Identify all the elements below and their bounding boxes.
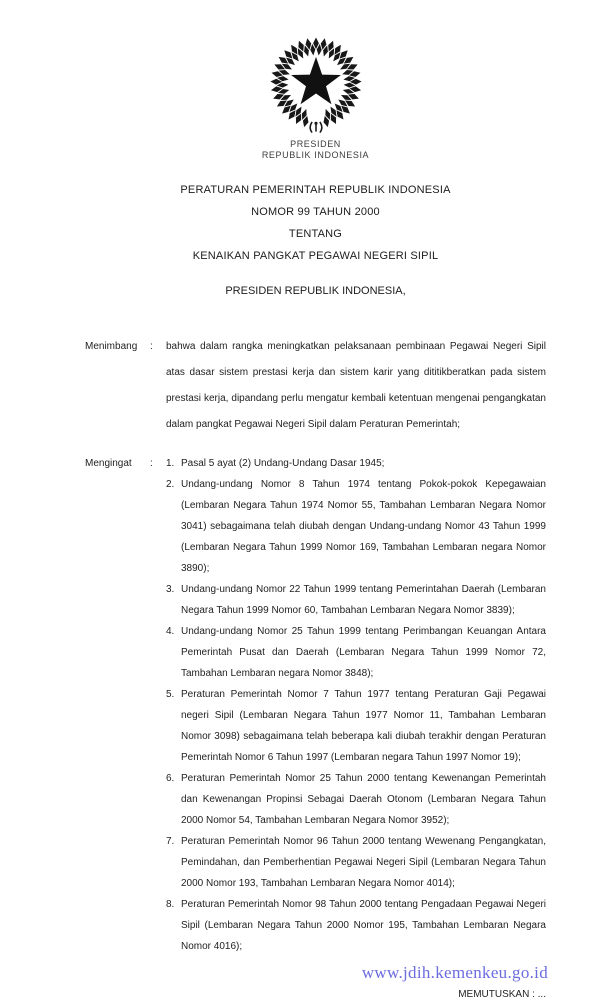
mengingat-item xyxy=(166,474,546,579)
item-number: 7. xyxy=(166,836,175,847)
item-number: 6. xyxy=(166,773,175,784)
menimbang-section xyxy=(85,334,546,438)
item-text: Undang-undang Nomor 22 Tahun 1999 tentang Pemerintahan Daerah (Lembaran Negara Tahun 1999 Nomor 60, Tambahan Lembaran Negara Nomor 3839); xyxy=(181,584,546,616)
star-wreath-emblem-icon xyxy=(250,34,382,136)
letterhead xyxy=(85,139,546,161)
star-icon xyxy=(291,57,341,104)
item-number: 8. xyxy=(166,899,175,910)
mengingat-item xyxy=(166,453,546,474)
menimbang-text: bahwa dalam rangka meningkatkan pelaksanaan pembinaan Pegawai Negeri Sipil atas dasar sistem prestasi kerja dan sistem karir yang dititikberatkan pada sistem prestasi kerja, dipandang perlu mengatur kembali ketentuan mengenai pengangkatan dalam pangkat Pegawai Negeri Sipil dalam Peraturan Pemerintah; xyxy=(166,341,546,430)
item-number: 3. xyxy=(166,584,175,595)
mengingat-list xyxy=(166,453,546,957)
mengingat-item xyxy=(166,579,546,621)
item-text: Peraturan Pemerintah Nomor 7 Tahun 1977 tentang Peraturan Gaji Pegawai negeri Sipil (Lembaran Negara Tahun 1977 Nomor 11, Tambahan Lembaran Nomor 3098) sebagaimana telah beberapa kali diubah terakhir dengan Peraturan Pemerintah Nomor 6 Tahun 1997 (Lembaran negara Tahun 1997 Nomor 19); xyxy=(181,689,546,763)
mengingat-item xyxy=(166,621,546,684)
wreath-bow-icon xyxy=(310,122,322,133)
footer-link[interactable]: www.jdih.kemenkeu.go.id xyxy=(361,963,548,982)
item-number: 2. xyxy=(166,479,175,490)
letterhead-presiden: PRESIDEN xyxy=(290,139,341,149)
item-text: Undang-undang Nomor 8 Tahun 1974 tentang Pokok-pokok Kepegawaian (Lembaran Negara Tahun 1974 Nomor 55, Tambahan Lembaran Negara Nomor 3041) sebagaimana telah diubah dengan Undang-undang Nomor 43 Tahun 1999 (Lembaran Negara Tahun 1999 Nomor 169, Tambahan Lembaran negara Nomor 3890); xyxy=(181,479,546,574)
item-text: Pasal 5 ayat (2) Undang-Undang Dasar 1945; xyxy=(181,458,385,469)
mengingat-item xyxy=(166,768,546,831)
mengingat-section xyxy=(85,453,546,957)
item-number: 1. xyxy=(166,458,175,469)
mengingat-label: Mengingat xyxy=(85,458,132,469)
title-block xyxy=(85,179,546,267)
mengingat-colon: : xyxy=(150,458,153,469)
mengingat-item xyxy=(166,831,546,894)
item-number: 5. xyxy=(166,689,175,700)
item-text: Peraturan Pemerintah Nomor 98 Tahun 2000 tentang Pengadaan Pegawai Negeri Sipil (Lembaran Negara Tahun 2000 Nomor 195, Tambahan Lembaran Negara Nomor 4016); xyxy=(181,899,546,952)
letterhead-republik-indonesia: REPUBLIK INDONESIA xyxy=(261,150,370,160)
salutation: PRESIDEN REPUBLIK INDONESIA, xyxy=(225,285,406,297)
regulation-number: NOMOR 99 TAHUN 2000 xyxy=(251,206,380,218)
mengingat-item xyxy=(166,684,546,768)
item-number: 4. xyxy=(166,626,175,637)
item-text: Undang-undang Nomor 25 Tahun 1999 tentang Perimbangan Keuangan Antara Pemerintah Pusat dan Daerah (Lembaran Negara Tahun 1999 Nomor 72, Tambahan Lembaran negara Nomor 3848); xyxy=(181,626,546,679)
regulation-title: PERATURAN PEMERINTAH REPUBLIK INDONESIA xyxy=(180,184,451,196)
tentang-label: TENTANG xyxy=(288,228,343,240)
footer-watermark xyxy=(362,963,548,983)
mengingat-item xyxy=(166,894,546,957)
presidential-emblem xyxy=(85,0,546,136)
regulation-subject: KENAIKAN PANGKAT PEGAWAI NEGERI SIPIL xyxy=(192,250,439,262)
menimbang-colon: : xyxy=(150,341,153,352)
item-text: Peraturan Pemerintah Nomor 25 Tahun 2000 tentang Kewenangan Pemerintah dan Kewenangan Propinsi Sebagai Daerah Otonom (Lembaran Negara Tahun 2000 Nomor 54, Tambahan Lembaran Negara Nomor 3952); xyxy=(181,773,546,826)
memutuskan-line: MEMUTUSKAN : ... xyxy=(458,989,546,1000)
menimbang-label: Menimbang xyxy=(85,341,138,352)
item-text: Peraturan Pemerintah Nomor 96 Tahun 2000 tentang Wewenang Pengangkatan, Pemindahan, dan Pemberhentian Pegawai Negeri Sipil (Lembaran Negara Tahun 2000 Nomor 193, Tambahan Lembaran Negara Nomor 4014); xyxy=(181,836,546,889)
